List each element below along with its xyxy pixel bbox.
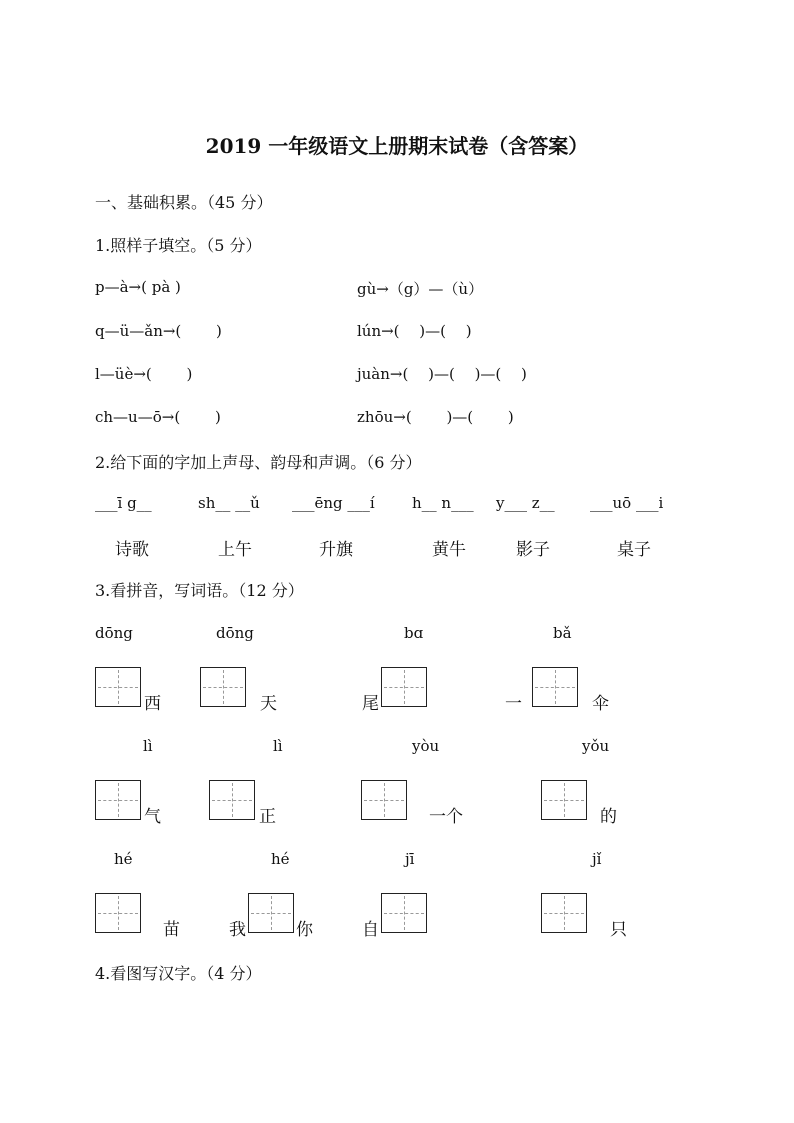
q1-row1-left: p—à→( pà ): [95, 278, 181, 296]
writing-grid-box[interactable]: [248, 893, 294, 933]
q3-r3-char-4: 自: [362, 920, 379, 940]
q3-r3-pinyin-2: hé: [271, 850, 290, 868]
question-4-heading: 4.看图写汉字。（4 分）: [95, 964, 262, 983]
q2-word-3: 升旗: [319, 540, 353, 560]
q2-word-1: 诗歌: [115, 540, 149, 560]
writing-grid-box[interactable]: [532, 667, 578, 707]
q3-r1-char-5: 伞: [592, 694, 609, 714]
writing-grid-box[interactable]: [361, 780, 407, 820]
q3-r2-char-4: 的: [600, 807, 617, 827]
q2-word-5: 影子: [516, 540, 550, 560]
q1-row2-right: lún→( )—( ): [357, 322, 472, 340]
q2-pinyin-6: ___uō ___i: [590, 494, 664, 512]
question-2-heading: 2.给下面的字加上声母、韵母和声调。（6 分）: [95, 453, 422, 472]
q3-r3-pinyin-3: jī: [405, 850, 415, 868]
q3-r1-char-4: 一: [505, 694, 522, 714]
q3-r3-char-3: 你: [296, 920, 313, 940]
q3-r3-char-5: 只: [610, 920, 627, 940]
q3-r3-pinyin-4: jǐ: [592, 850, 602, 868]
writing-grid-box[interactable]: [381, 667, 427, 707]
q2-pinyin-1: ___ī g__: [95, 494, 152, 512]
writing-grid-box[interactable]: [95, 780, 141, 820]
q3-r2-pinyin-1: lì: [143, 737, 153, 755]
q1-row2-left: q—ü—ǎn→( ): [95, 322, 222, 340]
q3-r3-char-1: 苗: [163, 920, 180, 940]
q2-word-6: 桌子: [617, 540, 651, 560]
q1-row3-left: l—üè→( ): [95, 365, 193, 383]
q3-r2-char-1: 气: [144, 807, 161, 827]
writing-grid-box[interactable]: [541, 780, 587, 820]
q3-r2-char-2: 正: [259, 807, 276, 827]
writing-grid-box[interactable]: [541, 893, 587, 933]
writing-grid-box[interactable]: [209, 780, 255, 820]
q1-row4-left: ch—u—ō→( ): [95, 408, 221, 426]
page-title: 2019 一年级语文上册期末试卷（含答案）: [205, 134, 589, 158]
q3-r1-char-1: 西: [144, 694, 161, 714]
q1-row1-right: gù→（g）—（ù）: [357, 280, 484, 298]
q3-r2-pinyin-2: lì: [273, 737, 283, 755]
question-3-heading: 3.看拼音，写词语。（12 分）: [95, 581, 304, 600]
q3-r1-pinyin-1: dōng: [95, 624, 133, 642]
section-heading: 一、基础积累。（45 分）: [95, 193, 273, 212]
q3-r2-char-3: 一个: [429, 807, 463, 827]
q2-pinyin-2: sh__ __ǔ: [198, 494, 260, 512]
q2-pinyin-4: h__ n___: [412, 494, 474, 512]
q3-r3-pinyin-1: hé: [114, 850, 133, 868]
q2-pinyin-5: y___ z__: [496, 494, 555, 512]
writing-grid-box[interactable]: [95, 667, 141, 707]
q1-row3-right: juàn→( )—( )—( ): [357, 365, 527, 383]
q2-word-2: 上午: [218, 540, 252, 560]
q3-r1-pinyin-3: bɑ: [404, 624, 424, 642]
q3-r1-pinyin-4: bǎ: [553, 624, 572, 642]
q3-r1-pinyin-2: dōng: [216, 624, 254, 642]
writing-grid-box[interactable]: [95, 893, 141, 933]
writing-grid-box[interactable]: [200, 667, 246, 707]
q3-r1-char-3: 尾: [362, 694, 379, 714]
q2-word-4: 黄牛: [432, 540, 466, 560]
writing-grid-box[interactable]: [381, 893, 427, 933]
q1-row4-right: zhōu→( )—( ): [357, 408, 514, 426]
q3-r3-char-2: 我: [229, 920, 246, 940]
q3-r2-pinyin-3: yòu: [412, 737, 440, 755]
q3-r2-pinyin-4: yǒu: [582, 737, 610, 755]
q2-pinyin-3: ___ēng ___í: [292, 494, 375, 512]
q3-r1-char-2: 天: [260, 694, 277, 714]
question-1-heading: 1.照样子填空。（5 分）: [95, 236, 262, 255]
